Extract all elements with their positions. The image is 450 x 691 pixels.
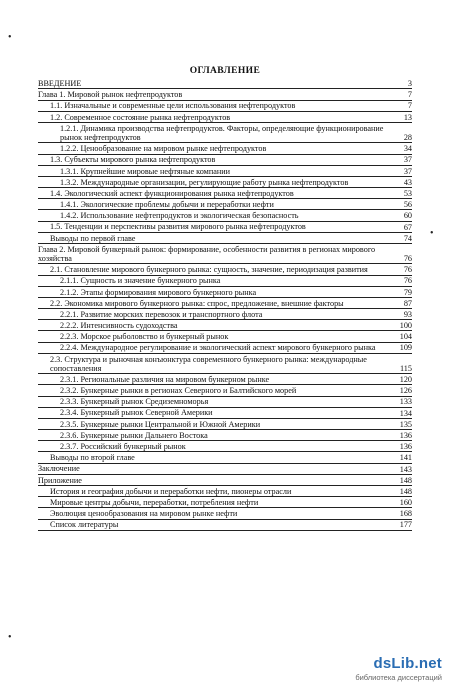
toc-entry[interactable]	[38, 178, 412, 188]
toc-entry-title: 1.4.2. Использование нефтепродуктов и экологическая безопасность	[60, 211, 299, 221]
toc-entry-page: 136	[399, 442, 412, 452]
toc-entry-page: 160	[399, 498, 412, 508]
toc-entry-title: Заключение	[38, 464, 80, 474]
toc-entry-title: 1.4.1. Экологические проблемы добычи и переработки нефти	[60, 200, 274, 210]
toc-entry[interactable]	[38, 211, 412, 221]
toc-entry-title: Выводы по первой главе	[50, 233, 136, 243]
toc-entry-page: 74	[403, 233, 412, 243]
toc-entry[interactable]	[38, 453, 412, 463]
toc-entry-title: Глава 1. Мировой рынок нефтепродуктов	[38, 90, 183, 100]
toc-entry-title: 2.1.2. Этапы формирования мирового бункерного рынка	[60, 287, 257, 297]
toc-entry-page: 34	[403, 144, 412, 154]
toc-entry[interactable]	[38, 420, 412, 430]
toc-entry[interactable]	[38, 397, 412, 407]
toc-entry[interactable]	[38, 343, 412, 353]
toc-entry-page: 67	[403, 222, 412, 232]
toc-entry-title: 2.2.4. Международное регулирование и экологический аспект мирового бункерного рынка	[60, 343, 376, 353]
toc-entry-page: 13	[403, 112, 412, 122]
toc-entry-page: 76	[403, 265, 412, 275]
toc-entry-title: 2.3.7. Российский бункерный рынок	[60, 442, 186, 452]
toc-entry-title: ВВЕДЕНИЕ	[38, 79, 82, 88]
toc-entry-title: Мировые центры добычи, переработки, потребления нефти	[50, 497, 259, 507]
toc-entry[interactable]	[38, 487, 412, 497]
toc-entry-page: 43	[403, 177, 412, 187]
toc-entry-title: 1.4. Экологический аспект функционирования рынка нефтепродуктов	[50, 188, 294, 198]
toc-entry-page: 126	[399, 386, 412, 396]
toc-entry-page: 60	[403, 211, 412, 221]
toc-entry-page: 120	[399, 375, 412, 385]
toc-entry[interactable]	[38, 167, 412, 177]
toc-entry-page: 133	[399, 397, 412, 407]
toc-entry[interactable]	[38, 113, 412, 123]
toc-entry-page: 7	[407, 101, 412, 111]
toc-entry[interactable]	[38, 299, 412, 309]
toc-entry-title: 2.3.4. Бункерный рынок Северной Америки	[60, 408, 213, 418]
toc-entry-title: 2.1. Становление мирового бункерного рынка: сущность, значение, периодизация развития	[50, 265, 368, 275]
toc-entry[interactable]	[38, 386, 412, 396]
toc-entry-page: 141	[399, 453, 412, 463]
toc-entry-page: 134	[399, 408, 412, 418]
toc-entry[interactable]	[38, 288, 412, 298]
toc-entry-page: 76	[403, 276, 412, 286]
toc-entry-title: Эволюция ценообразования на мировом рынке нефти	[50, 509, 238, 519]
toc-entry-title: 2.3.2. Бункерные рынки в регионах Северного и Балтийского морей	[60, 386, 297, 396]
toc-entry[interactable]	[38, 276, 412, 286]
toc-entry-page: 87	[403, 298, 412, 308]
toc-entry-title: 1.2. Современное состояние рынка нефтепродуктов	[50, 112, 231, 122]
toc-entry-title: 1.3. Субъекты мирового рынка нефтепродуктов	[50, 155, 216, 165]
toc-entry-page: 109	[399, 343, 412, 353]
toc-entry[interactable]	[38, 464, 412, 474]
toc-entry[interactable]	[38, 520, 412, 530]
toc-entry-title: Глава 2. Мировой бункерный рынок: формирование, особенности развития в регионах мирового хозяйства	[38, 244, 376, 264]
toc-entry[interactable]	[38, 310, 412, 320]
toc-entry[interactable]	[38, 124, 412, 144]
toc-entry-page: 100	[399, 321, 412, 331]
toc-entry[interactable]	[38, 155, 412, 165]
site-logo[interactable]	[322, 655, 442, 683]
toc-entry[interactable]	[38, 200, 412, 210]
toc-entry[interactable]	[38, 101, 412, 111]
toc-entry-title: 2.3. Структура и рыночная конъюнктура современного бункерного рынка: международные сопоставления	[50, 354, 367, 373]
toc-entry[interactable]	[38, 234, 412, 244]
toc-entry-page: 79	[403, 287, 412, 297]
toc-entry-page: 115	[400, 363, 412, 373]
toc-entry-title: 1.5. Тенденции и перспективы развития мирового рынка нефтепродуктов	[50, 222, 306, 232]
page-title: ОГЛАВЛЕНИЕ	[189, 66, 261, 76]
toc-entry-page: 177	[399, 520, 412, 530]
toc-entry-page: 93	[403, 309, 412, 319]
toc-entry-title: 1.2.2. Ценообразование на мировом рынке нефтепродуктов	[60, 144, 267, 154]
toc-entry-page: 136	[399, 430, 412, 440]
toc-entry-page: 148	[399, 475, 412, 485]
toc-entry-title: Выводы по второй главе	[50, 453, 135, 463]
toc-entry-title: 2.2.1. Развитие морских перевозок и транспортного флота	[60, 309, 263, 319]
toc-entry-title: 2.3.3. Бункерный рынок Средиземноморья	[60, 397, 209, 407]
toc-entry-page: 56	[403, 200, 412, 210]
toc-entry-title: 1.1. Изначальные и современные цели использования нефтепродуктов	[50, 101, 296, 111]
toc-entry[interactable]	[38, 79, 412, 89]
toc-entry-page: 76	[403, 254, 412, 264]
toc-entry[interactable]	[38, 321, 412, 331]
toc-entry-page: 7	[407, 90, 412, 100]
toc-entry[interactable]	[38, 90, 412, 100]
toc-entry-page: 28	[403, 133, 412, 143]
toc-entry[interactable]	[38, 375, 412, 385]
toc-entry-page: 148	[399, 486, 412, 496]
toc-entry-page: 104	[399, 332, 412, 342]
toc-entry[interactable]	[38, 476, 412, 486]
toc-entry-title: 2.2.2. Интенсивность судоходства	[60, 321, 178, 331]
toc-entry[interactable]	[38, 509, 412, 519]
toc-entry[interactable]	[38, 431, 412, 441]
toc-entry-title: 2.2.3. Морское рыболовство и бункерный рынок	[60, 332, 229, 342]
toc-entry-page: 53	[403, 188, 412, 198]
toc-entry-page: 3	[407, 79, 412, 89]
toc-entry-page: 37	[403, 155, 412, 165]
toc-entry-title: 1.2.1. Динамика производства нефтепродуктов. Факторы, определяющие функционирование рынок нефтепродуктов	[60, 123, 384, 143]
toc-entry[interactable]	[38, 408, 412, 418]
toc-entry-page: 37	[403, 166, 412, 176]
toc-entry-title: История и география добычи и переработки нефти, пионеры отрасли	[50, 486, 292, 496]
toc-entry[interactable]	[38, 222, 412, 232]
toc-entry-title: Список литературы	[50, 520, 119, 530]
toc-entry[interactable]	[38, 498, 412, 508]
scan-mark: •	[8, 32, 12, 43]
toc-entry-page: 135	[399, 419, 412, 429]
logo-text: dsLib.net	[373, 655, 442, 672]
logo-subtitle: библиотека диссертаций	[355, 673, 442, 682]
toc-entry-page: 143	[399, 464, 412, 474]
toc-entry[interactable]	[38, 245, 412, 265]
toc-entry-page: 168	[399, 509, 412, 519]
toc-entry[interactable]	[38, 265, 412, 275]
scan-mark: •	[430, 228, 434, 239]
toc-entry[interactable]	[38, 189, 412, 199]
toc-entry-title: Приложение	[38, 475, 82, 485]
scan-mark: •	[8, 632, 12, 643]
toc-entry[interactable]	[38, 355, 412, 375]
toc-entry-title: 2.3.1. Региональные различия на мировом бункерном рынке	[60, 374, 270, 384]
toc-entry-title: 2.1.1. Сущность и значение бункерного рынка	[60, 276, 221, 286]
toc-entry-title: 2.3.6. Бункерные рынки Дальнего Востока	[60, 430, 208, 440]
table-of-contents	[38, 79, 412, 532]
toc-entry-title: 1.3.1. Крупнейшие мировые нефтяные компании	[60, 166, 231, 176]
toc-entry[interactable]	[38, 144, 412, 154]
toc-entry[interactable]	[38, 332, 412, 342]
toc-entry-title: 2.3.5. Бункерные рынки Центральной и Южной Америки	[60, 419, 261, 429]
toc-entry-title: 2.2. Экономика мирового бункерного рынка: спрос, предложение, внешние факторы	[50, 298, 344, 308]
toc-entry[interactable]	[38, 442, 412, 452]
toc-entry-title: 1.3.2. Международные организации, регулирующие работу рынка нефтепродуктов	[60, 177, 349, 187]
